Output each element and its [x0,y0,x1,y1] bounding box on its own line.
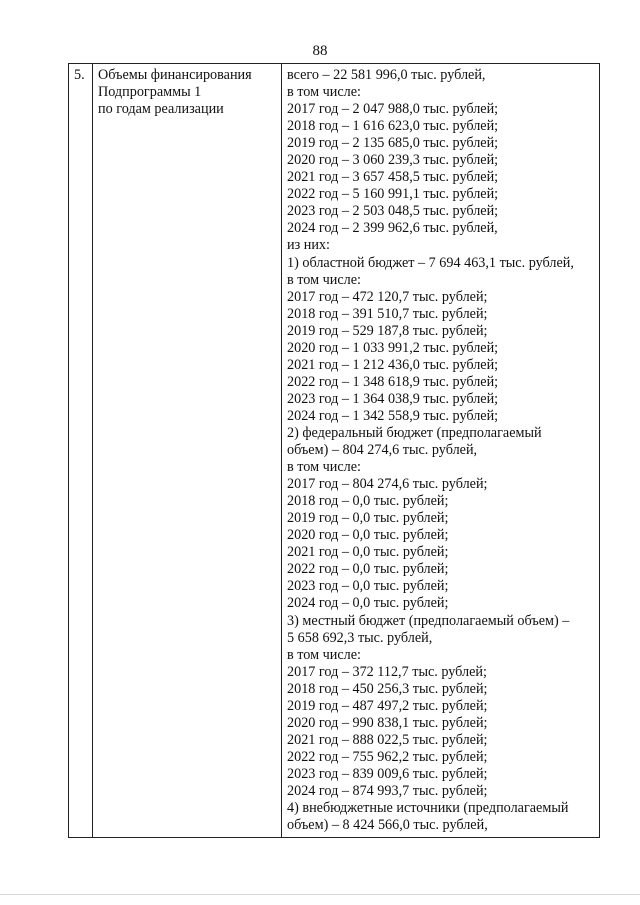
content-line: 2017 год – 804 274,6 тыс. рублей; [287,476,488,493]
row-content-cell [282,64,600,838]
content-line: 2023 год – 0,0 тыс. рублей; [287,578,449,595]
content-line: 2018 год – 391 510,7 тыс. рублей; [287,305,488,322]
content-line: 2019 год – 0,0 тыс. рублей; [287,510,449,527]
content-line: 4) внебюджетные источники (предполагаемый [287,800,569,817]
content-line: 2022 год – 1 348 618,9 тыс. рублей; [287,373,499,390]
content-line: 2020 год – 0,0 тыс. рублей; [287,527,449,544]
content-line: 2017 год – 372 112,7 тыс. рублей; [287,663,487,680]
content-line: 2024 год – 2 399 962,6 тыс. рублей, [287,220,498,237]
content-line: в том числе: [287,271,361,288]
row-label-line: по годам реализации [98,101,224,118]
content-line: объем) – 804 274,6 тыс. рублей, [287,442,478,459]
content-line: из них: [287,237,330,254]
content-line: в том числе: [287,646,361,663]
content-line: 2021 год – 3 657 458,5 тыс. рублей; [287,169,499,186]
content-line: 1) областной бюджет – 7 694 463,1 тыс. рублей, [287,254,574,271]
content-line: 2020 год – 990 838,1 тыс. рублей; [287,714,488,731]
content-line: в том числе: [287,459,361,476]
content-line: 2) федеральный бюджет (предполагаемый [287,424,542,441]
page-number: 88 [312,43,328,59]
content-line: 2019 год – 2 135 685,0 тыс. рублей; [287,135,499,152]
content-line: 2018 год – 0,0 тыс. рублей; [287,493,449,510]
content-line: 2024 год – 0,0 тыс. рублей; [287,595,449,612]
content-line: 2018 год – 450 256,3 тыс. рублей; [287,680,488,697]
content-line: 2021 год – 888 022,5 тыс. рублей; [287,731,488,748]
content-line: 2022 год – 0,0 тыс. рублей; [287,561,449,578]
row-number-cell [69,64,93,838]
content-line: 2019 год – 529 187,8 тыс. рублей; [287,322,488,339]
content-line: 3) местный бюджет (предполагаемый объем) – [287,612,570,629]
content-line: объем) – 8 424 566,0 тыс. рублей, [287,817,488,834]
funding-table [68,63,600,838]
row-label-line: Подпрограммы 1 [98,84,202,101]
content-line: 2023 год – 2 503 048,5 тыс. рублей; [287,203,499,220]
content-line: 2020 год – 1 033 991,2 тыс. рублей; [287,339,499,356]
content-line: в том числе: [287,84,361,101]
content-line: 2020 год – 3 060 239,3 тыс. рублей; [287,152,499,169]
content-line: 2019 год – 487 497,2 тыс. рублей; [287,697,488,714]
content-line: 2021 год – 0,0 тыс. рублей; [287,544,449,561]
content-line: 2021 год – 1 212 436,0 тыс. рублей; [287,356,499,373]
row-number: 5. [74,67,85,83]
content-line: 2017 год – 2 047 988,0 тыс. рублей; [287,101,499,118]
row-label-cell [93,64,282,838]
content-line: 2024 год – 1 342 558,9 тыс. рублей; [287,407,499,424]
content-line: 2023 год – 1 364 038,9 тыс. рублей; [287,390,499,407]
content-line: 5 658 692,3 тыс. рублей, [287,629,433,646]
content-line: 2022 год – 755 962,2 тыс. рублей; [287,748,488,765]
content-line: 2017 год – 472 120,7 тыс. рублей; [287,288,488,305]
table-row [69,64,600,838]
content-line: 2022 год – 5 160 991,1 тыс. рублей; [287,186,499,203]
content-line: 2018 год – 1 616 623,0 тыс. рублей; [287,118,499,135]
scan-edge-divider [0,894,640,895]
content-line: всего – 22 581 996,0 тыс. рублей, [287,67,486,83]
row-label-line: Объемы финансирования [98,67,252,83]
content-line: 2024 год – 874 993,7 тыс. рублей; [287,782,488,799]
content-line: 2023 год – 839 009,6 тыс. рублей; [287,765,488,782]
